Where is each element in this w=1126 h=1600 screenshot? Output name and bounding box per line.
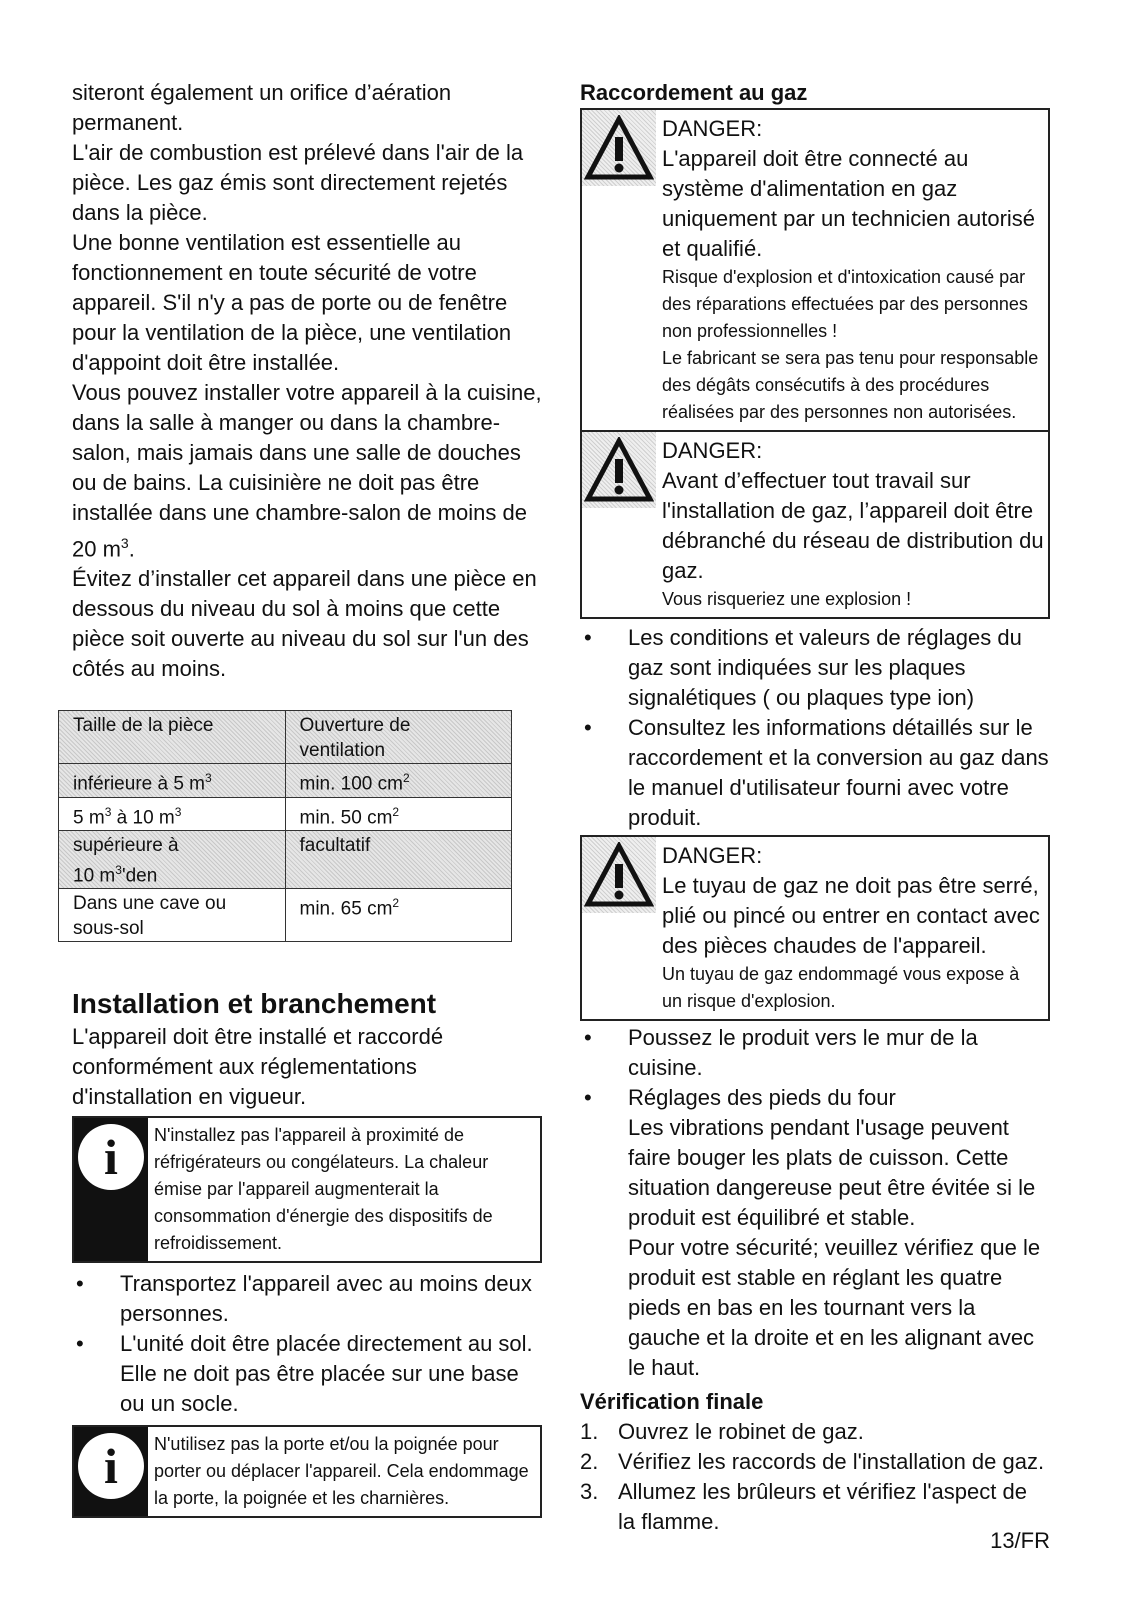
danger-box xyxy=(580,432,1050,619)
section-paragraph: L'appareil doit être installé et raccordé conformément aux réglementations d'installation en vigueur. xyxy=(72,1024,444,1110)
info-icon: i xyxy=(78,1433,144,1499)
table-cell: Dans une cave ou sous-sol xyxy=(59,889,286,942)
list-item xyxy=(580,1083,1050,1383)
info-icon: i xyxy=(78,1124,144,1190)
feet-adjust-text: Les vibrations pendant l'usage peuvent faire bouger les plats de cuisson. Cette situation dangereuse peut être évitée si le produit est équilibré et stable. xyxy=(628,1115,1036,1230)
page-number: 13/FR xyxy=(990,1528,1050,1553)
danger-text: L'appareil doit être connecté au système d'alimentation en gaz uniquement par un technicien autorisé et qualifié. xyxy=(662,146,1036,261)
basement-paragraph: Évitez d’installer cet appareil dans une pièce en dessous du niveau du sol à moins que cette pièce soit ouverte au niveau du sol sur l'un des côtés au moins. xyxy=(72,566,537,682)
location-paragraph: Vous pouvez installer votre appareil à la cuisine, dans la salle à manger ou dans la chambre-salon, mais jamais dans une salle de douches ou de bains. La cuisinière ne doit pas être installée dans une chambre-salon de moins de 20 $m^3$. xyxy=(72,380,542,562)
table-cell: min. 100 $cm^2$ xyxy=(285,764,512,797)
table-header-cell: Taille de la pièce xyxy=(59,711,286,764)
ventilation-paragraph: Une bonne ventilation est essentielle au fonctionnement en toute sécurité de votre appareil. S'il n'y a pas de porte ou de fenêtre pour la ventilation de la pièce, une ventilation d'appoint doit être installée. xyxy=(72,230,512,375)
section-title: Installation et branchement xyxy=(72,988,437,1020)
final-check-heading: Vérification finale xyxy=(580,1389,764,1414)
table-row xyxy=(59,889,512,942)
right-column xyxy=(580,78,1050,1537)
table-row xyxy=(59,764,512,797)
gas-connection-heading: Raccordement au gaz xyxy=(580,80,808,105)
danger-text: Le tuyau de gaz ne doit pas être serré, plié ou pincé ou entrer en contact avec des pièces chaudes de l'appareil. xyxy=(662,873,1040,958)
warning-icon xyxy=(584,437,654,503)
danger-detail: Risque d'explosion et d'intoxication causé par des réparations effectuées par des personnes non professionnelles ! xyxy=(662,267,1028,341)
bullet-list xyxy=(580,623,1050,833)
danger-label: DANGER: xyxy=(662,438,763,463)
danger-box xyxy=(580,835,1050,1021)
info-note xyxy=(72,1425,542,1518)
table-row xyxy=(59,711,512,764)
table-cell: min. 50 $cm^2$ xyxy=(285,797,512,830)
danger-label: DANGER: xyxy=(662,843,763,868)
bullet-list xyxy=(580,1023,1050,1383)
final-check-steps xyxy=(580,1417,1050,1537)
list-item: 3. Allumez les brûleurs et vérifiez l'aspect de la flamme. xyxy=(580,1479,1027,1534)
danger-detail: Vous risqueriez une explosion ! xyxy=(662,589,912,609)
warning-icon xyxy=(584,842,654,908)
list-item: • Poussez le produit vers le mur de la cuisine. xyxy=(580,1023,1050,1083)
table-cell: supérieure à 10 $m^3'den$ xyxy=(59,830,286,888)
intro-text: siteront également un orifice d’aération permanent. xyxy=(72,80,452,135)
feet-adjust-text: Pour votre sécurité; veuillez vérifiez que le produit est stable en réglant les quatre pieds en bas en les tournant vers la gauche et la droite et en les alignant avec le haut. xyxy=(628,1235,1041,1380)
table-cell: inférieure à 5 $m^3$ xyxy=(59,764,286,797)
table-row xyxy=(59,830,512,888)
list-item: • Transportez l'appareil avec au moins deux personnes. xyxy=(72,1269,542,1329)
combustion-paragraph: L'air de combustion est prélevé dans l'air de la pièce. Les gaz émis sont directement rejetés dans la pièce. xyxy=(72,140,524,225)
warning-icon xyxy=(584,115,654,181)
table-cell: facultatif xyxy=(285,830,512,888)
list-item: • Les conditions et valeurs de réglages du gaz sont indiquées sur les plaques signalétiques ( ou plaques type ion) xyxy=(580,623,1050,713)
table-row xyxy=(59,797,512,830)
bullet-list xyxy=(72,1269,542,1419)
danger-label: DANGER: xyxy=(662,116,763,141)
danger-detail: Le fabricant se sera pas tenu pour responsable des dégâts consécutifs à des procédures réalisées par des personnes non autorisées. xyxy=(662,348,1039,422)
left-column xyxy=(72,78,542,1524)
ventilation-table xyxy=(58,710,512,942)
info-note xyxy=(72,1116,542,1263)
table-header-cell: Ouverture de ventilation xyxy=(285,711,512,764)
list-item: • L'unité doit être placée directement au sol. Elle ne doit pas être placée sur une base ou un socle. xyxy=(72,1329,542,1419)
list-item: 2. Vérifiez les raccords de l'installation de gaz. xyxy=(580,1449,1045,1474)
table-cell: min. 65 $cm^2$ xyxy=(285,889,512,942)
table-cell: 5 $m^3$ à 10 $m^3$ xyxy=(59,797,286,830)
danger-detail: Un tuyau de gaz endommagé vous expose à un risque d'explosion. xyxy=(662,964,1020,1011)
info-note-text: N'utilisez pas la porte et/ou la poignée pour porter ou déplacer l'appareil. Cela endommage la porte, la poignée et les charnières. xyxy=(154,1434,529,1509)
list-item: 1. Ouvrez le robinet de gaz. xyxy=(580,1419,864,1444)
danger-box xyxy=(580,108,1050,432)
feet-adjust-title: Réglages des pieds du four xyxy=(628,1085,896,1110)
info-note-text: N'installez pas l'appareil à proximité de réfrigérateurs ou congélateurs. La chaleur émise par l'appareil augmenterait la consommation d'énergie des dispositifs de refroidissement. xyxy=(154,1125,493,1254)
danger-text: Avant d’effectuer tout travail sur l'installation de gaz, l’appareil doit être débranché du réseau de distribution du gaz. xyxy=(662,468,1044,583)
list-item: • Consultez les informations détaillés sur le raccordement et la conversion au gaz dans le manuel d'utilisateur fourni avec votre produit. xyxy=(580,713,1050,833)
